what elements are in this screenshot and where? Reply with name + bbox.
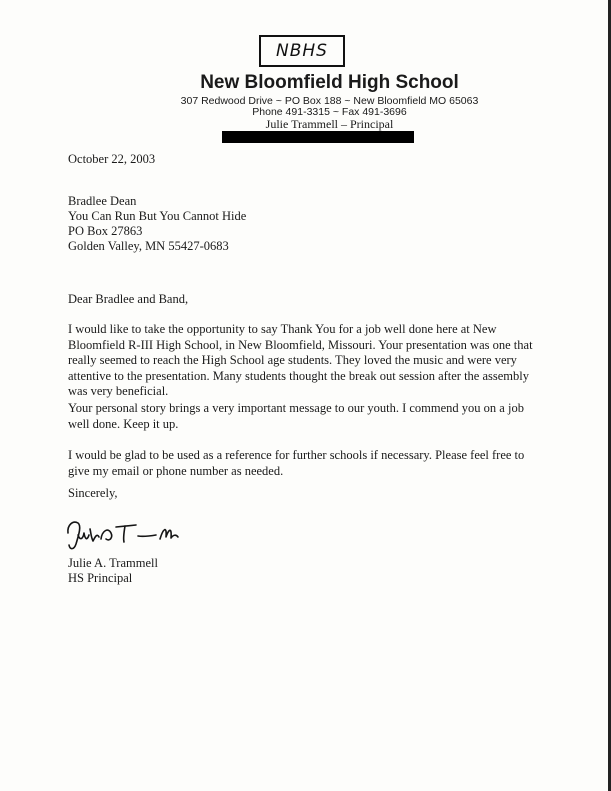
letter-date: October 22, 2003	[68, 152, 156, 166]
redaction-bar	[222, 131, 414, 143]
school-name: New Bloomfield High School	[200, 72, 459, 93]
body-paragraph-3: I would be glad to be used as a reference for further schools if necessary. Please feel free to give my email or phone number as needed.	[68, 448, 525, 478]
body-paragraph-2: Your personal story brings a very important message to our youth. I commend you on a job well done. Keep it up.	[68, 401, 524, 431]
signer-title: HS Principal	[68, 571, 133, 585]
recipient-po-box: PO Box 27863	[68, 224, 143, 238]
recipient-org: You Can Run But You Cannot Hide	[68, 209, 247, 223]
school-phone: Phone 491-3315 ~ Fax 491-3696	[252, 106, 407, 118]
school-address: 307 Redwood Drive ~ PO Box 188 ~ New Bloomfield MO 65063	[180, 95, 479, 107]
recipient-city: Golden Valley, MN 55427-0683	[68, 239, 229, 253]
signer-name: Julie A. Trammell	[68, 556, 158, 570]
logo-text: NBHS	[276, 41, 328, 61]
salutation: Dear Bradlee and Band,	[68, 292, 189, 306]
closing: Sincerely,	[68, 486, 118, 500]
handwritten-signature	[64, 517, 194, 553]
recipient-name: Bradlee Dean	[68, 194, 137, 208]
school-logo	[259, 35, 345, 67]
letterhead-principal: Julie Trammell – Principal	[265, 117, 394, 131]
body-paragraph-1: I would like to take the opportunity to say Thank You for a job well done here at New Bloomfield R-III High School, in New Bloomfield, Missouri. Your presentation was one that really seemed to reach the High School age students. They loved the music and were very attentive to the presentation. Many students thought the break out session after the assembly was very beneficial.	[68, 322, 533, 398]
